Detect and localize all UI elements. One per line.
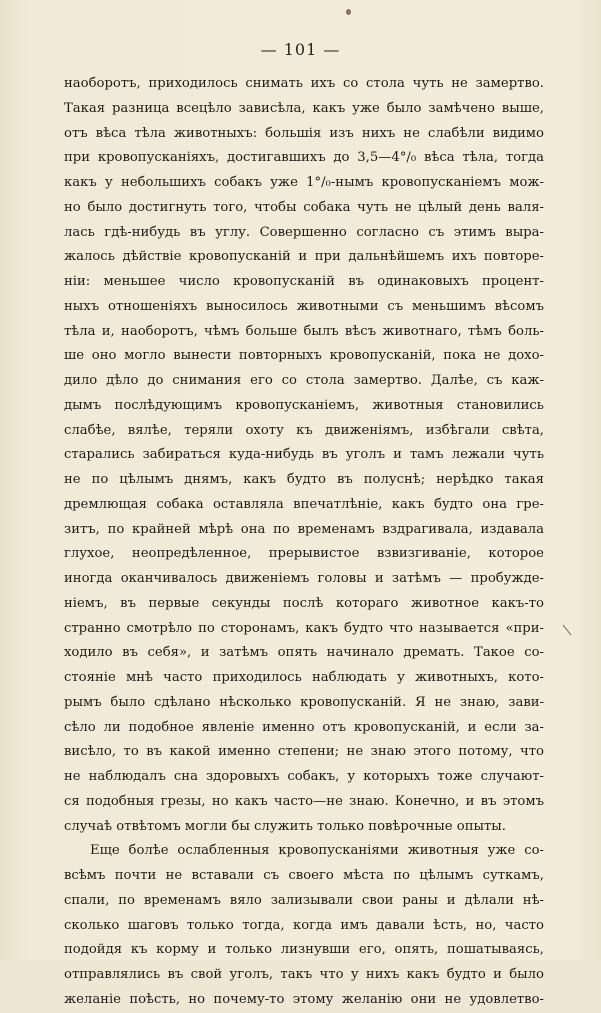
text-line: спали, по временамъ вяло зализывали свои раны и дѣлали нѣ- <box>64 892 544 908</box>
text-line: дило дѣло до снимания его со стола замертво. Далѣе, съ каж- <box>64 373 544 388</box>
stray-pen-mark <box>562 624 572 636</box>
text-line: странно смотрѣло по сторонамъ, какъ будто что называется «при- <box>64 620 544 636</box>
text-line: не наблюдалъ сна здоровыхъ собакъ, у которыхъ тоже случают- <box>64 769 544 784</box>
paragraph-2 <box>64 839 544 1012</box>
page-number: — 101 — <box>260 40 341 59</box>
text-line: дремлющая собака оставляла впечатлѣніе, какъ будто она гре- <box>64 496 544 512</box>
text-line: случаѣ отвѣтомъ могли бы служить только повѣрочные опыты. <box>64 818 507 834</box>
ink-spot <box>346 9 351 15</box>
text-line: но было достигнуть того, чтобы собака чуть не цѣлый день валя- <box>64 199 544 215</box>
text-line: какъ у небольшихъ собакъ уже 1°/₀-нымъ кровопусканіемъ мож- <box>64 175 544 190</box>
body-text <box>64 72 544 1013</box>
text-line: ше оно могло вынести повторныхъ кровопусканій, пока не дохо- <box>64 348 544 364</box>
text-line: сколько шаговъ только тогда, когда имъ давали ѣсть, но, часто <box>64 917 544 933</box>
text-line: ныхъ отношеніяхъ выносилось животными съ меньшимъ вѣсомъ <box>64 298 544 314</box>
text-line: жалось дѣйствіе кровопусканій и при дальнѣйшемъ ихъ повторе- <box>64 249 544 265</box>
text-line: рымъ было сдѣлано нѣсколько кровопусканій. Я не знаю, зави- <box>64 694 544 710</box>
text-line: не по цѣлымъ днямъ, какъ будто въ полуснѣ; нерѣдко такая <box>64 472 544 487</box>
text-line: всѣмъ почти не вставали съ своего мѣста по цѣлымъ суткамъ, <box>64 868 544 883</box>
text-line: ся подобныя грезы, но какъ часто—не знаю. Конечно, и въ этомъ <box>64 793 544 809</box>
text-line: при кровопусканіяхъ, достигавшихъ до 3,5—4°/₀ вѣса тѣла, тогда <box>64 150 544 166</box>
text-line: слабѣе, вялѣе, теряли охоту къ движеніямъ, избѣгали свѣта, <box>64 422 544 438</box>
text-line: наоборотъ, приходилось снимать ихъ со стола чуть не замертво. <box>64 76 544 91</box>
text-line: подойдя къ корму и только лизнувши его, опять, пошатываясь, <box>64 942 544 958</box>
paragraph-1 <box>64 72 544 839</box>
text-line: ходило въ себя», и затѣмъ опять начинало дремать. Такое со- <box>64 645 544 661</box>
text-line: ніи: меньшее число кровопусканій въ одинаковыхъ процент- <box>64 274 544 289</box>
text-line: стояніе мнѣ часто приходилось наблюдать у животныхъ, кото- <box>64 670 544 685</box>
text-line: иногда оканчивалось движеніемъ головы и затѣмъ — пробужде- <box>64 571 544 586</box>
text-line: сѣло ли подобное явленіе именно отъ кровопусканій, и если за- <box>64 719 544 735</box>
text-line: тѣла и, наоборотъ, чѣмъ больше былъ вѣсъ животнаго, тѣмъ боль- <box>64 323 544 339</box>
text-line: отъ вѣса тѣла животныхъ: большія изъ нихъ не слабѣли видимо <box>64 125 544 141</box>
text-line: ніемъ, въ первые секунды послѣ котораго животное какъ-то <box>64 595 544 611</box>
text-line: старались забираться куда-нибудь въ уголъ и тамъ лежали чуть <box>64 447 544 463</box>
text-line: дымъ послѣдующимъ кровопусканіемъ, животныя становились <box>64 397 544 413</box>
text-line: Еще болѣе ослабленныя кровопусканіями животныя уже со- <box>90 843 544 859</box>
text-line: лась гдѣ-нибудь въ углу. Совершенно согласно съ этимъ выра- <box>64 224 544 240</box>
text-line: Такая разница всецѣло зависѣла, какъ уже было замѣчено выше, <box>64 100 544 116</box>
text-line: висѣло, то въ какой именно степени; не знаю этого потому, что <box>64 744 544 760</box>
text-line: зитъ, по крайней мѣрѣ она по временамъ вздрагивала, издавала <box>64 521 544 537</box>
text-line: желаніе поѣсть, но почему-то этому желанію они не удовлетво- <box>64 991 544 1007</box>
text-line: глухое, неопредѣленное, прерывистое взвизгиваніе, которое <box>64 546 544 562</box>
text-line: отправлялись въ свой уголъ, такъ что у нихъ какъ будто и было <box>64 967 544 982</box>
